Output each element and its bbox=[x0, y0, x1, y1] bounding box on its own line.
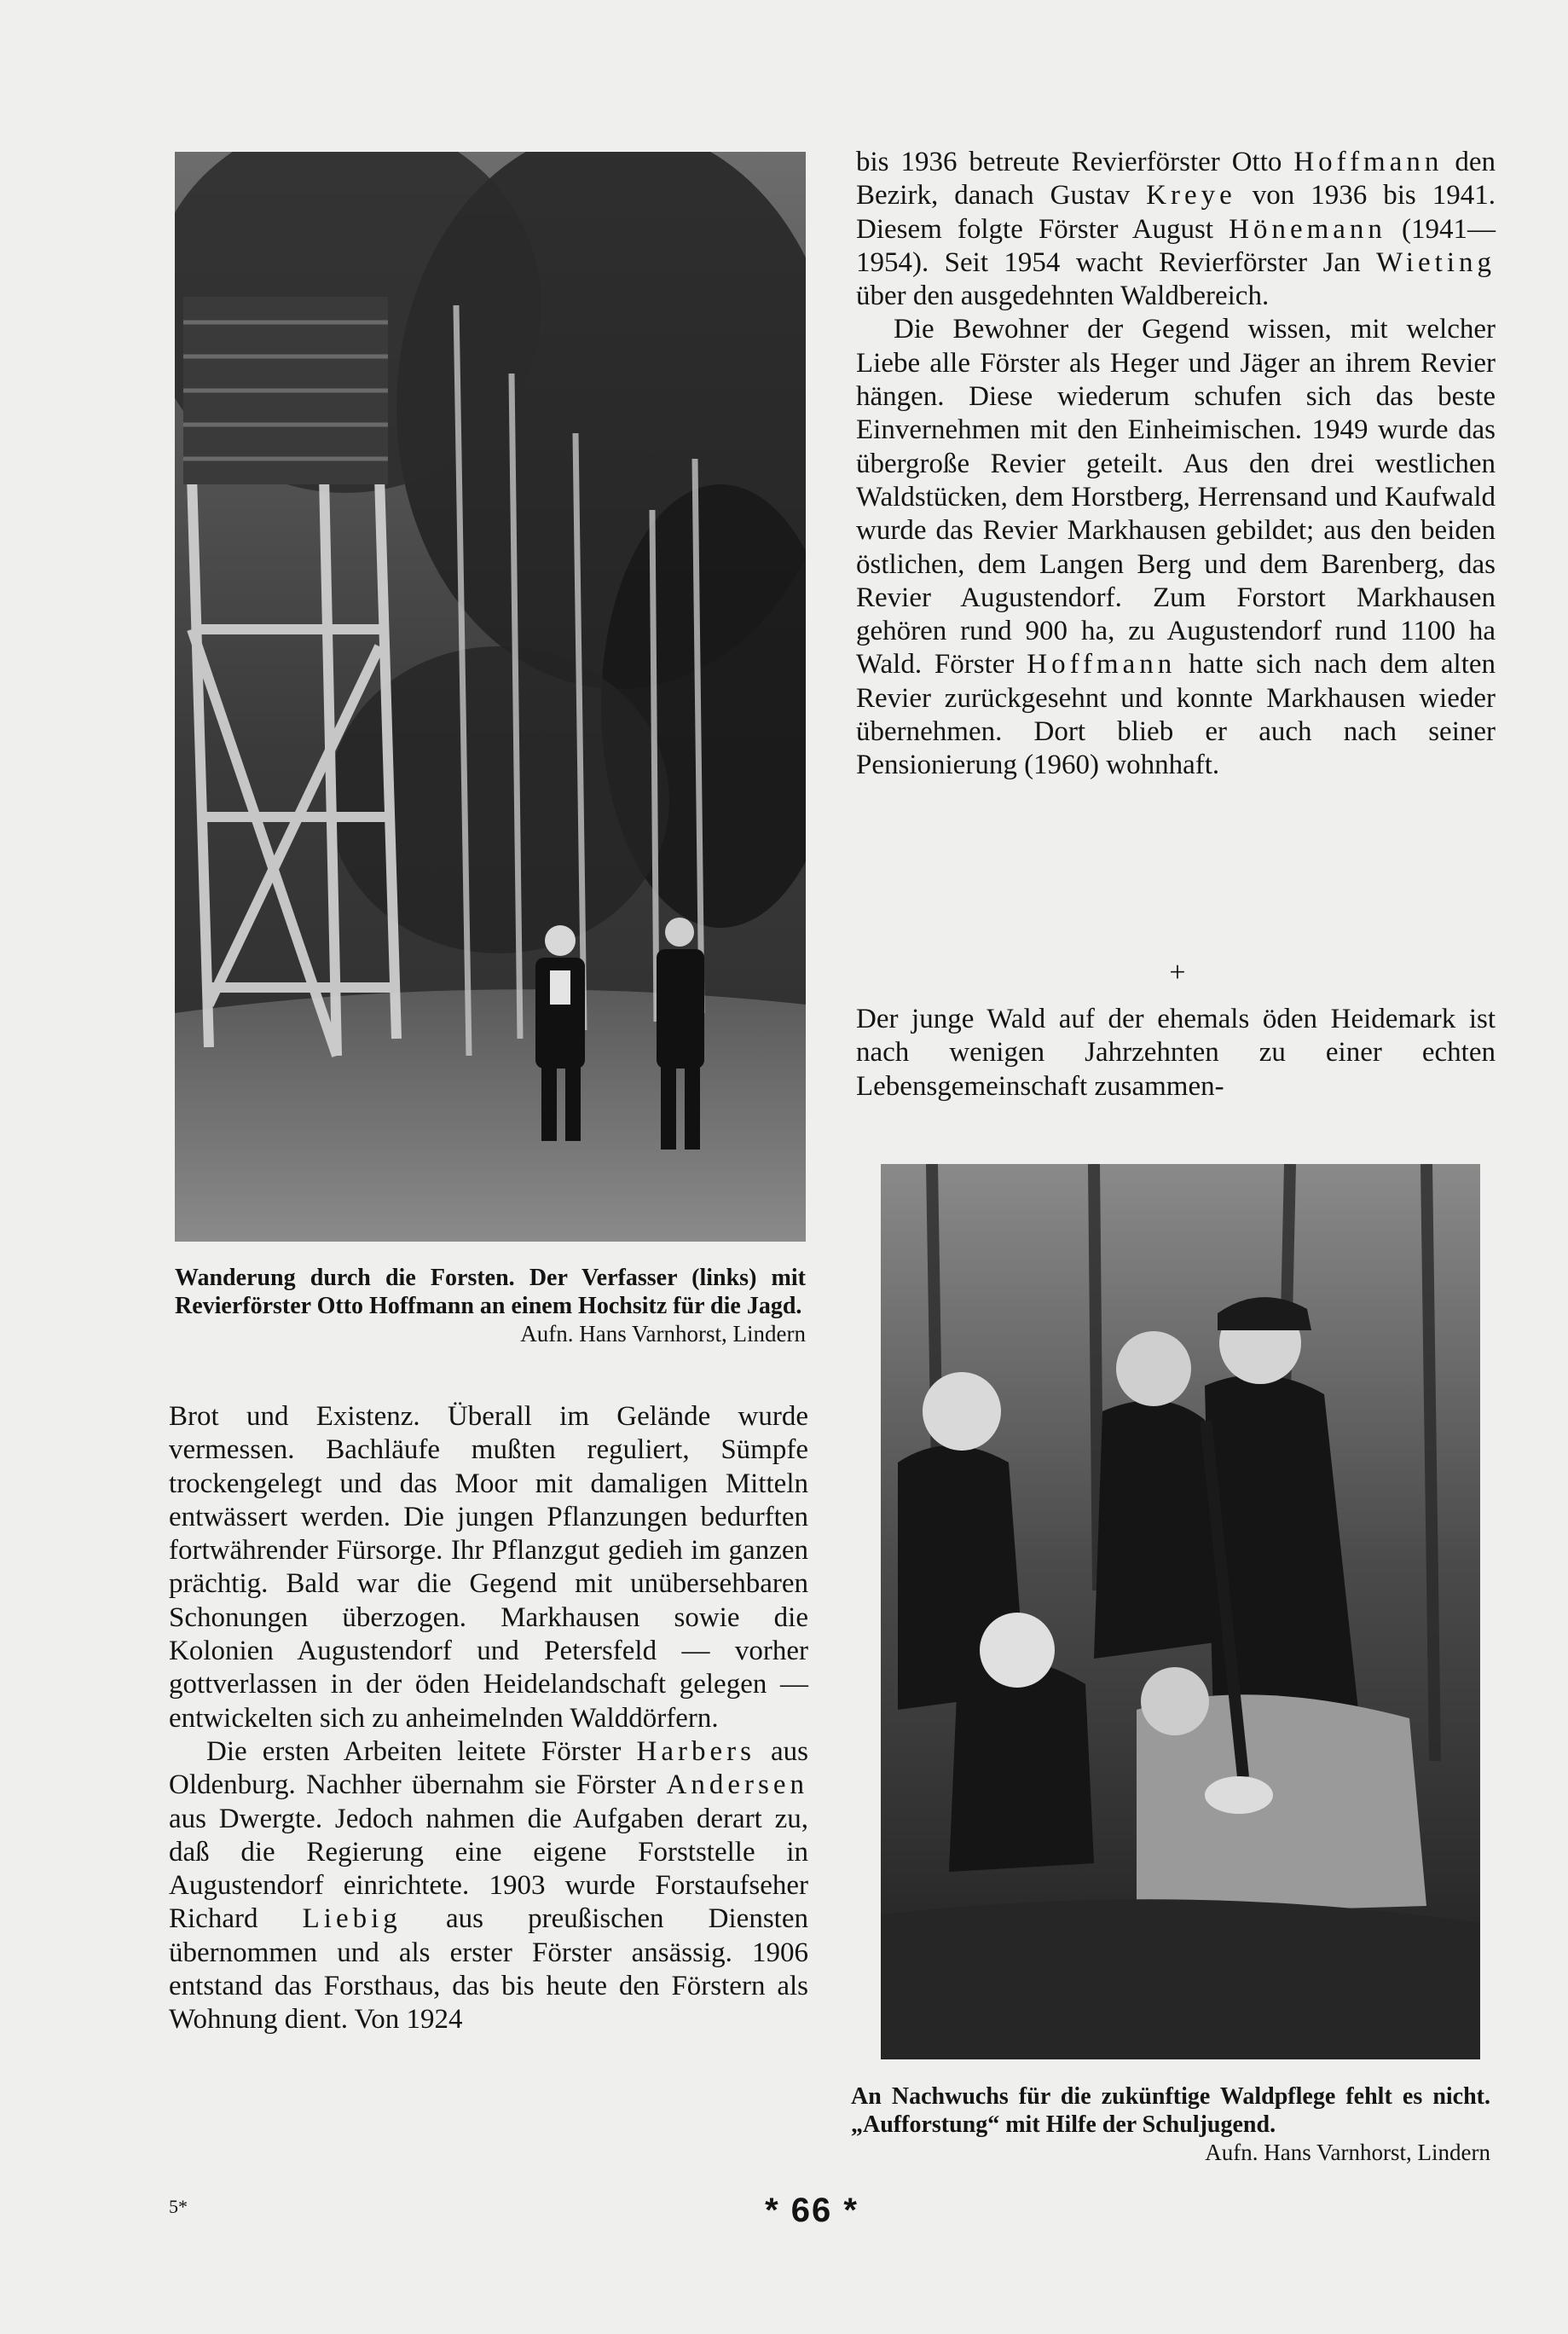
text-run: bis 1936 betreute Revierförster Otto bbox=[856, 147, 1294, 177]
children-caption-text: An Nachwuchs für die zukünftige Waldpflege fehlt es nicht. „Aufforstung“ mit Hilfe der Schuljugend. bbox=[851, 2083, 1490, 2138]
spaced-name: Harbers bbox=[636, 1735, 755, 1767]
page-number: * 66 * bbox=[765, 2192, 859, 2229]
spaced-name: Hoffmann bbox=[1027, 649, 1177, 681]
spaced-name: Liebig bbox=[302, 1903, 402, 1935]
section-separator: + bbox=[1169, 957, 1186, 988]
left-paragraph-1: Brot und Existenz. Überall im Gelände wurde vermessen. Bachläufe mußten reguliert, Sümpfe trockengelegt und das Moor mit damaligen Mitteln entwässert werden. Die jungen Pflanzungen bedurften fortwährender Fürsorge. Ihr Pflanzgut gedieh im ganzen prächtig. Bald war die Gegend mit unübersehbaren Schonungen überzogen. Markhausen sowie die Kolonien Augustendorf und Petersfeld — vorher gottverlassen in der öden Heidelandschaft gelegen — entwickelten sich zu anheimelnden Walddörfern. bbox=[169, 1401, 808, 1734]
text-run: von 1936 bis 1941. Diesem folgte Förster August bbox=[856, 180, 1496, 245]
right-paragraph-2 bbox=[856, 313, 1496, 782]
right-text-column bbox=[856, 146, 1496, 783]
spaced-name: Kreye bbox=[1146, 180, 1236, 211]
text-run: Die ersten Arbeiten leitete Förster bbox=[206, 1735, 637, 1767]
spaced-name: Wieting bbox=[1376, 246, 1496, 278]
right-text-column-continued bbox=[856, 1003, 1496, 1103]
text-run: aus Dwergte. Jedoch nahmen die Aufgaben derart zu, daß die Regierung eine eigene Forststelle in Augustendorf einrichtete. 1903 wurde Forstaufseher Richard bbox=[169, 1803, 808, 1935]
right-paragraph-3: Der junge Wald auf der ehemals öden Heidemark ist nach wenigen Jahrzehnten zu einer echten Lebensgemeinschaft zusammen- bbox=[856, 1004, 1496, 1102]
children-photo-image bbox=[881, 1164, 1480, 2059]
forest-photo-image bbox=[175, 152, 806, 1242]
spaced-name: Andersen bbox=[666, 1769, 808, 1801]
text-run: aus Oldenburg. Nachher übernahm sie Förster bbox=[169, 1735, 808, 1801]
text-run: über den ausgedehnten Waldbereich. bbox=[856, 281, 1270, 312]
left-text-column bbox=[169, 1400, 808, 2037]
text-run: Die Bewohner der Gegend wissen, mit welcher Liebe alle Förster als Heger und Jäger an ihrem Revier hängen. Diese wiederum schufen sich das beste Einvernehmen mit den Einheimischen. 1949 wurde das übergroße Revier geteilt. Aus den drei westlichen Waldstücken, dem Horstberg, Herrensand und Kaufwald wurde das Revier Markhausen gebildet; aus den beiden östlichen, dem Langen Berg und dem Barenberg, das Revier Augustendorf. Zum Forstort Markhausen gehören rund 900 ha, zu Augustendorf rund 1100 ha Wald. Förster bbox=[856, 314, 1496, 681]
forest-photo-credit: Aufn. Hans Varnhorst, Lindern bbox=[520, 1321, 806, 1347]
text-run: aus preußischen Diensten übernommen und als erster Förster ansässig. 1906 entstand das Forsthaus, das bis heute den Förstern als Wohnung dient. Von 1924 bbox=[169, 1903, 808, 2036]
children-photo-caption bbox=[851, 2082, 1490, 2167]
spaced-name: Hoffmann bbox=[1293, 147, 1444, 177]
right-paragraph-1 bbox=[856, 146, 1496, 313]
text-run: hatte sich nach dem alten Revier zurückgesehnt und konnte Markhausen wieder übernehmen. Dort blieb er auch nach seiner Pensionierung (1960) wohnhaft. bbox=[856, 649, 1496, 781]
text-run: (1941—1954). Seit 1954 wacht Revierförster Jan bbox=[856, 213, 1496, 278]
forest-photo-caption bbox=[175, 1264, 806, 1348]
children-photo bbox=[881, 1164, 1480, 2059]
forest-photo bbox=[175, 152, 806, 1242]
signature-mark: 5* bbox=[169, 2196, 188, 2217]
forest-caption-text: Wanderung durch die Forsten. Der Verfasser (links) mit Revierförster Otto Hoffmann an einem Hochsitz für die Jagd. bbox=[175, 1265, 806, 1319]
left-paragraph-2 bbox=[169, 1735, 808, 2037]
spaced-name: Hönemann bbox=[1229, 213, 1386, 245]
children-photo-credit: Aufn. Hans Varnhorst, Lindern bbox=[1205, 2140, 1490, 2165]
text-run: den Bezirk, danach Gustav bbox=[856, 147, 1496, 211]
